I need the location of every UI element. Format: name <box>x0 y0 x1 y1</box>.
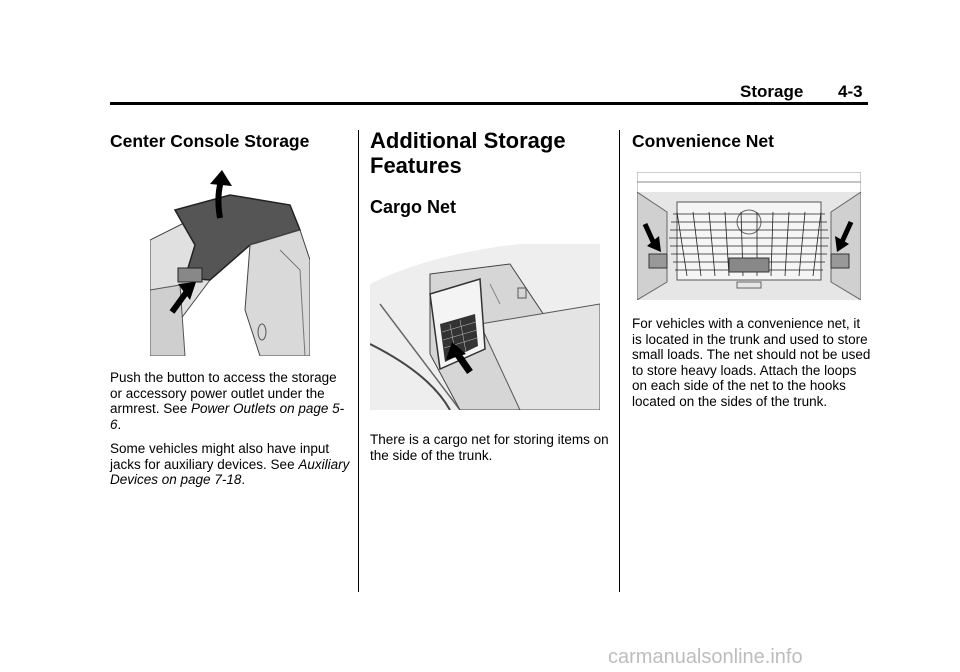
section-title: Storage <box>740 82 804 101</box>
center-console-heading: Center Console Storage <box>110 131 310 151</box>
convenience-net-text-block <box>632 316 872 409</box>
cargo-net-heading: Cargo Net <box>370 197 457 217</box>
center-console-paragraph-1 <box>110 370 350 432</box>
p2-text: Some vehicles might also have input jacks for auxiliary devices. See <box>110 441 330 472</box>
convenience-net-illustration <box>637 172 861 300</box>
column-center-console <box>110 130 350 152</box>
convenience-net-text: For vehicles with a convenience net, it is located in the trunk and used to store small loads. The net should not be used to store heavy loads. Attach the loops on each side of the net to the hooks located on the sides of the trunk. <box>632 316 871 409</box>
p1-end: . <box>117 416 122 432</box>
additional-storage-heading-line-2: Features <box>370 153 462 178</box>
column-convenience-net <box>632 130 872 152</box>
column-additional-storage <box>370 128 610 218</box>
center-console-paragraph-2 <box>110 441 350 488</box>
additional-storage-heading-line-1: Additional Storage <box>370 128 566 153</box>
column-divider-1 <box>358 130 359 592</box>
cargo-net-illustration <box>370 244 600 410</box>
header-rule <box>110 102 868 105</box>
watermark: carmanualsonline.info <box>608 646 803 668</box>
convenience-net-heading: Convenience Net <box>632 131 774 151</box>
p1-text: Push the button to access the storage or accessory power outlet under the armrest. See <box>110 370 337 416</box>
cargo-net-text-block <box>370 432 610 463</box>
center-console-text <box>110 370 350 488</box>
column-divider-2 <box>619 130 620 592</box>
center-console-illustration <box>150 170 310 356</box>
auxiliary-devices-reference[interactable]: Auxiliary Devices on page 7-18 <box>110 456 350 487</box>
power-outlets-reference[interactable]: Power Outlets on page 5-6 <box>110 401 345 432</box>
p2-end: . <box>241 472 246 487</box>
cargo-net-text: There is a cargo net for storing items on the side of the trunk. <box>370 432 609 463</box>
page-number: 4-3 <box>838 82 863 101</box>
